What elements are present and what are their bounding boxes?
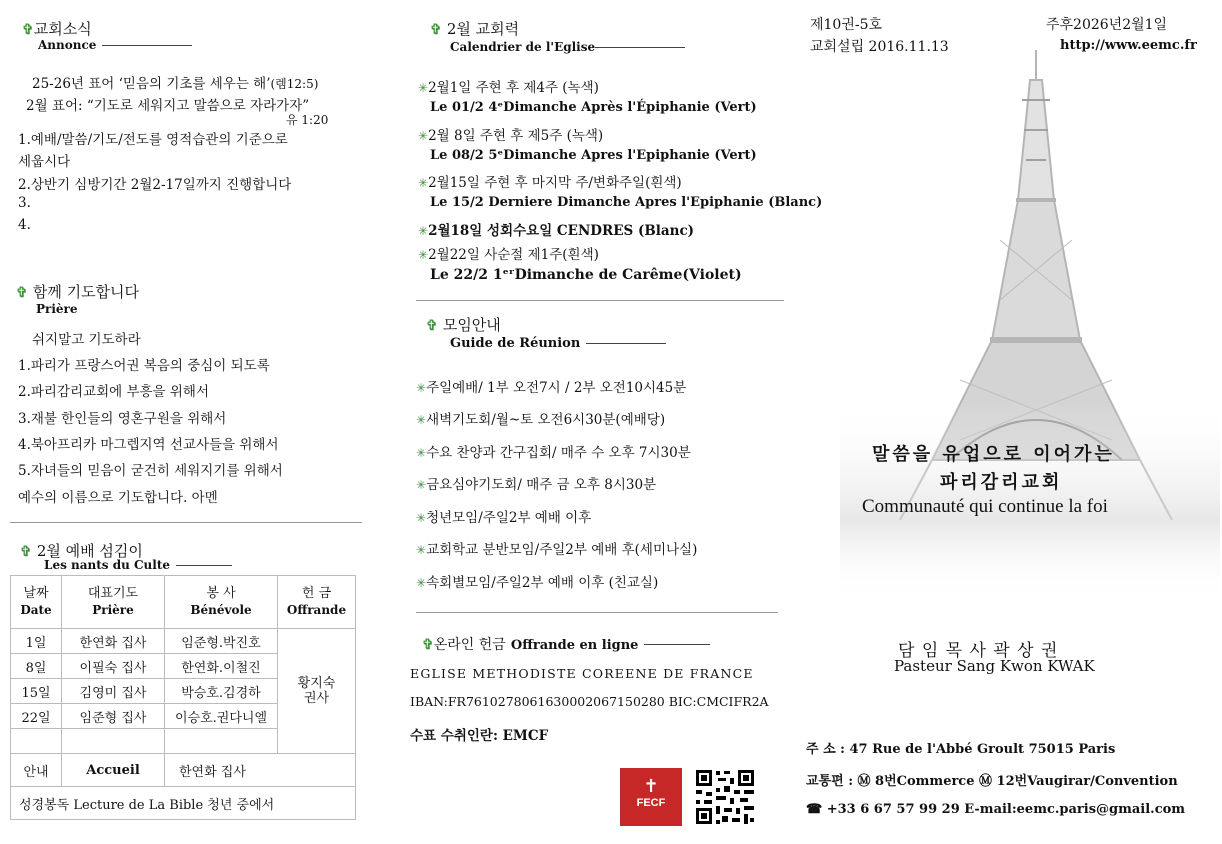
star-bullet-icon: ✳ bbox=[418, 224, 429, 238]
logo-cross-icon: ✝ bbox=[643, 776, 659, 796]
address: 주 소 : 47 Rue de l'Abbé Groult 75015 Paris bbox=[806, 742, 1116, 757]
section-divider bbox=[416, 300, 784, 301]
slogan-ko-line2: 파리감리교회 bbox=[940, 472, 1063, 493]
star-bullet-icon: ✳ bbox=[416, 478, 427, 492]
meeting-item bbox=[416, 506, 591, 526]
cell-offering: 황지숙 권사 bbox=[278, 629, 356, 754]
star-bullet-icon: ✳ bbox=[416, 511, 427, 525]
motto-ref: 유 1:20 bbox=[286, 113, 329, 127]
cell-prayer: 이필숙 집사 bbox=[62, 654, 165, 679]
header-date bbox=[11, 576, 62, 629]
contact-phone-email[interactable]: ☎ +33 6 67 57 99 29 E-mail:eemc.paris@gmail.com bbox=[806, 802, 1186, 817]
star-bullet-icon: ✳ bbox=[418, 129, 429, 143]
prayer-header bbox=[16, 281, 139, 302]
service-subtitle: Les nants du Culte bbox=[44, 558, 171, 572]
eiffel-tower-illustration bbox=[840, 40, 1220, 640]
issue-date: 주후2026년2월1일 bbox=[1046, 17, 1168, 33]
calendar-entry-fr: Le 01/2 4ᵉDimanche Après l'Épiphanie (Vert) bbox=[430, 100, 757, 115]
header-offering-ko: 헌 금 bbox=[301, 586, 332, 601]
fecf-logo bbox=[620, 768, 682, 826]
meeting-item bbox=[416, 473, 656, 493]
meetings-title: 모임안내 bbox=[442, 316, 501, 334]
cell-volunteer: 한연화.이철진 bbox=[165, 654, 278, 679]
meeting-text: 교회학교 분반모임/주일2부 예배 후(세미나실) bbox=[426, 542, 698, 558]
prayer-item: 1.파리가 프랑스어권 복음의 중심이 되도록 bbox=[18, 358, 270, 374]
service-table bbox=[10, 575, 356, 820]
header-prayer-ko: 대표기도 bbox=[87, 586, 139, 601]
news-item: 3. bbox=[18, 195, 31, 211]
news-item: 1.예배/말씀/기도/전도를 영적습관의 기준으로 bbox=[18, 132, 288, 148]
calendar-entry-ko bbox=[418, 124, 603, 144]
cover-column bbox=[800, 0, 1222, 844]
divider-line bbox=[102, 45, 192, 46]
star-bullet-icon: ✳ bbox=[418, 81, 429, 95]
header-offering bbox=[278, 576, 356, 629]
header-volunteer bbox=[165, 576, 278, 629]
reading-row bbox=[11, 787, 356, 820]
calendar-entry-ko bbox=[418, 171, 682, 191]
middle-column bbox=[400, 0, 823, 844]
reading-text: 성경봉독 Lecture de La Bible 청년 중에서 bbox=[11, 787, 356, 820]
cross-icon: ✞ bbox=[20, 544, 32, 560]
payee: 수표 수취인란: EMCF bbox=[410, 728, 549, 744]
cross-icon: ✞ bbox=[430, 22, 442, 38]
slogan-fr: Communauté qui continue la foi bbox=[862, 496, 1108, 517]
prayer-intro: 쉬지말고 기도하라 bbox=[32, 332, 141, 348]
section-divider bbox=[10, 522, 362, 523]
cross-icon: ✞ bbox=[22, 22, 34, 38]
table-header-row bbox=[11, 576, 356, 629]
divider-line bbox=[586, 343, 666, 344]
prayer-item: 3.재불 한인들의 영혼구원을 위해서 bbox=[18, 411, 227, 427]
calendar-entry-fr: Le 08/2 5ᵉDimanche Apres l'Epiphanie (Vert) bbox=[430, 148, 757, 163]
header-prayer-fr: Prière bbox=[92, 603, 134, 617]
motto-line: 2월 표어: “기도로 세워지고 말씀으로 자라가자” bbox=[26, 98, 310, 114]
calendar-ko-text: 2월15일 주현 후 마지막 주/변화주일(흰색) bbox=[428, 175, 682, 191]
prayer-subtitle: Prière bbox=[36, 302, 78, 316]
guide-label: 안내 bbox=[11, 754, 62, 787]
cell-volunteer: 박승호.김경하 bbox=[165, 679, 278, 704]
cross-icon: ✞ bbox=[16, 285, 28, 301]
volume: 제10권-5호 bbox=[810, 17, 883, 33]
calendar-subtitle-row bbox=[450, 40, 685, 54]
theme-line bbox=[32, 72, 318, 92]
header-date-fr: Date bbox=[20, 603, 52, 617]
header-offering-fr: Offrande bbox=[286, 603, 347, 617]
meeting-text: 새벽기도회/월~토 오전6시30분(예배당) bbox=[426, 412, 666, 428]
divider-line bbox=[595, 47, 685, 48]
cell-volunteer: 임준형.박진호 bbox=[165, 629, 278, 654]
calendar-entry-ko bbox=[418, 243, 599, 263]
meeting-item bbox=[416, 538, 697, 558]
news-header bbox=[22, 18, 92, 39]
prayer-item: 4.북아프리카 마그렙지역 선교사들을 위해서 bbox=[18, 437, 279, 453]
cell-date: 1일 bbox=[11, 629, 62, 654]
section-divider bbox=[416, 612, 778, 613]
cell-date: 15일 bbox=[11, 679, 62, 704]
cell-prayer: 김영미 집사 bbox=[62, 679, 165, 704]
metro-line-8: Ⓜ 8번Commerce bbox=[857, 774, 975, 789]
meetings-header bbox=[426, 314, 501, 335]
theme-ref: (렘12:5) bbox=[270, 77, 319, 91]
news-item: 2.상반기 심방기간 2월2-17일까지 진행합니다 bbox=[18, 177, 292, 193]
calendar-subtitle: Calendrier de l'Eglise bbox=[450, 40, 596, 54]
cross-icon: ✞ bbox=[426, 318, 438, 334]
table-row bbox=[11, 629, 356, 654]
qr-code-icon bbox=[694, 768, 756, 826]
meeting-text: 주일예배/ 1부 오전7시 / 2부 오전10시45분 bbox=[426, 380, 687, 396]
header-vol-ko: 봉 사 bbox=[206, 586, 236, 601]
founded: 교회설립 2016.11.13 bbox=[810, 39, 949, 55]
star-bullet-icon: ✳ bbox=[418, 248, 429, 262]
cell-empty bbox=[11, 729, 62, 754]
meetings-subtitle: Guide de Réunion bbox=[450, 336, 581, 351]
online-header bbox=[422, 634, 710, 654]
star-bullet-icon: ✳ bbox=[416, 381, 427, 395]
prayer-item: 예수의 이름으로 기도합니다. 아멘 bbox=[18, 490, 218, 506]
cell-volunteer: 이승호.권다니엘 bbox=[165, 704, 278, 729]
meeting-text: 청년모임/주일2부 예배 이후 bbox=[426, 510, 592, 526]
meeting-item bbox=[416, 441, 691, 461]
transport-row bbox=[806, 770, 1178, 789]
left-column bbox=[0, 0, 370, 844]
qr-code bbox=[694, 768, 756, 826]
star-bullet-icon: ✳ bbox=[416, 543, 427, 557]
news-subtitle-row bbox=[38, 38, 192, 52]
pastor-ko: 담 임 목 사 곽 상 권 bbox=[898, 641, 1059, 661]
cell-empty bbox=[165, 729, 278, 754]
calendar-entry-fr: Le 15/2 Derniere Dimanche Apres l'Epiphanie (Blanc) bbox=[430, 195, 823, 210]
news-item: 세웁시다 bbox=[18, 154, 71, 170]
calendar-entry-ko bbox=[418, 76, 599, 96]
star-bullet-icon: ✳ bbox=[418, 176, 429, 190]
logo-text: FECF bbox=[636, 797, 666, 809]
header-vol-fr: Bénévole bbox=[190, 603, 252, 617]
guide-row bbox=[11, 754, 356, 787]
news-item: 4. bbox=[18, 217, 31, 233]
transport-label: 교통편 : bbox=[806, 774, 853, 789]
meeting-item bbox=[416, 408, 665, 428]
online-title-fr: Offrande en ligne bbox=[510, 638, 639, 653]
calendar-title: 2월 교회력 bbox=[446, 20, 520, 38]
star-bullet-icon: ✳ bbox=[416, 446, 427, 460]
news-subtitle: Annonce bbox=[38, 38, 97, 52]
guide-name: 한연화 집사 bbox=[165, 754, 356, 787]
calendar-header bbox=[430, 18, 519, 39]
slogan-ko-line1: 말씀을 유업으로 이어가는 bbox=[872, 444, 1115, 465]
calendar-entry-fr: Le 22/2 1ᵉʳDimanche de Carême(Violet) bbox=[430, 267, 742, 283]
cell-date: 22일 bbox=[11, 704, 62, 729]
calendar-ko-text: 2월18일 성회수요일 CENDRES (Blanc) bbox=[428, 223, 695, 239]
news-title: 교회소식 bbox=[33, 20, 92, 38]
meeting-text: 수요 찬양과 간구집회/ 매주 수 오후 7시30분 bbox=[426, 445, 691, 461]
calendar-ko-text: 2월1일 주현 후 제4주 (녹색) bbox=[428, 80, 599, 96]
cross-icon: ✞ bbox=[422, 637, 434, 653]
header-prayer bbox=[62, 576, 165, 629]
cell-prayer: 한연화 집사 bbox=[62, 629, 165, 654]
meeting-item bbox=[416, 376, 686, 396]
website-link[interactable]: http://www.eemc.fr bbox=[1060, 38, 1197, 53]
meeting-text: 속회별모임/주일2부 예배 이후 (친교실) bbox=[426, 575, 659, 591]
cell-empty bbox=[62, 729, 165, 754]
prayer-item: 2.파리감리교회에 부흥을 위해서 bbox=[18, 384, 209, 400]
iban: IBAN:FR7610278061630002067150280 BIC:CMCIFR2A bbox=[410, 694, 769, 709]
calendar-ko-text: 2월 8일 주현 후 제5주 (녹색) bbox=[428, 128, 604, 144]
prayer-item: 5.자녀들의 믿음이 굳건히 세워지기를 위해서 bbox=[18, 463, 283, 479]
pastor-fr: Pasteur Sang Kwon KWAK bbox=[894, 657, 1095, 675]
guide-fr: Accueil bbox=[62, 754, 165, 787]
divider-line bbox=[644, 644, 710, 645]
meeting-item bbox=[416, 571, 658, 591]
cell-prayer: 임준형 집사 bbox=[62, 704, 165, 729]
cell-date: 8일 bbox=[11, 654, 62, 679]
star-bullet-icon: ✳ bbox=[416, 576, 427, 590]
online-title: 온라인 헌금 bbox=[433, 637, 506, 653]
calendar-entry-ko bbox=[418, 219, 694, 239]
star-bullet-icon: ✳ bbox=[416, 413, 427, 427]
meetings-subtitle-row bbox=[450, 336, 666, 351]
theme-text: 25-26년 표어 ‘믿음의 기초를 세우는 해’ bbox=[32, 76, 271, 92]
meeting-text: 금요심야기도회/ 매주 금 오후 8시30분 bbox=[426, 477, 657, 493]
bank-name: EGLISE METHODISTE COREENE DE FRANCE bbox=[410, 666, 754, 681]
header-date-ko: 날짜 bbox=[23, 586, 49, 601]
service-title: 2월 예배 섬김이 bbox=[36, 542, 143, 560]
prayer-title: 함께 기도합니다 bbox=[32, 283, 140, 301]
calendar-ko-text: 2월22일 사순절 제1주(흰색) bbox=[428, 247, 599, 263]
divider-line bbox=[176, 565, 232, 566]
service-subtitle-row bbox=[44, 558, 232, 572]
metro-line-12: Ⓜ 12번Vaugirar/Convention bbox=[979, 774, 1178, 789]
